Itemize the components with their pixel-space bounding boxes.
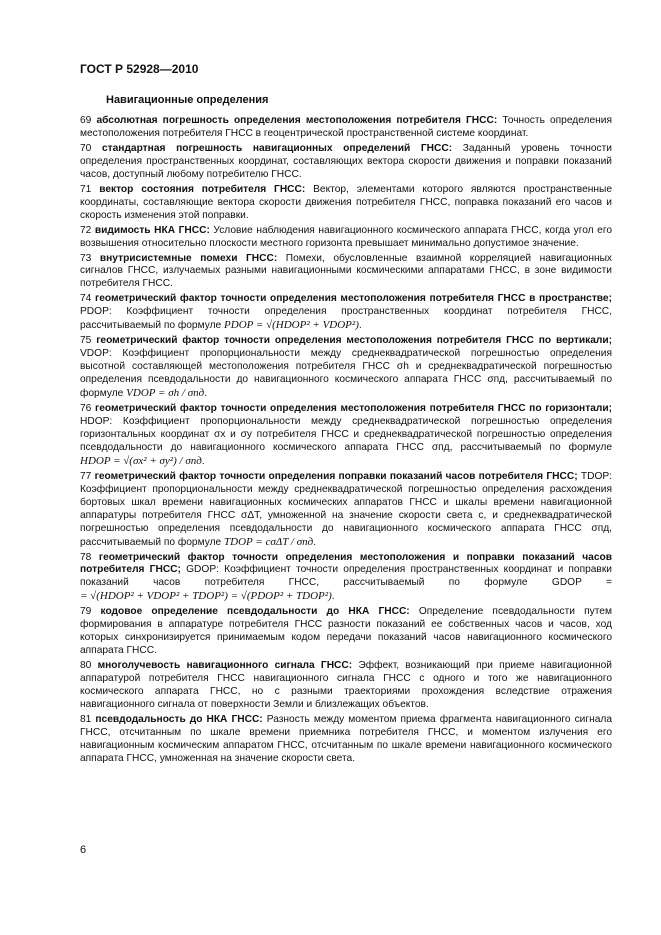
definition-entry	[80, 115, 612, 141]
gdop-formula: = √(HDOP² + VDOP² + TDOP²) = √(PDOP² + TDOP²)	[80, 590, 332, 603]
entry-term: видимость НКА ГНСС:	[94, 224, 210, 236]
entry-text: VDOP: Коэффициент пропорциональности между среднеквадратической погрешностью определения высотной составляющей местоположения потребителя ГНСС σh и среднеквадратической погрешностью определения псевдодальности до навигационного космического аппарата ГНСС σпд, рассчитываемый по формуле	[80, 348, 612, 400]
definition-entry	[80, 143, 612, 182]
entry-number: 77	[80, 470, 92, 482]
entry-text: Условие наблюдения навигационного космического аппарата ГНСС, когда угол его возвышения относительно плоскости местного горизонта превышает минимально допустимое значение.	[80, 224, 612, 249]
entry-number: 73	[80, 252, 92, 264]
definition-entry	[80, 660, 612, 712]
definition-entry: 75 геометрический фактор точности определения местоположения потребителя ГНСС по вертикали; VDOP: Коэффициент пропорциональности между среднеквадратической погрешностью определения высотной составляющей местоположения потребителя ГНСС σh и среднеквадратической погрешностью определения псевдодальности до навигационного космического аппарата ГНСС σпд, рассчитываемый по формуле VDOP = σh / σпд.	[80, 335, 612, 400]
entry-term: геометрический фактор точности определения местоположения потребителя ГНСС по горизонтали;	[94, 403, 612, 415]
definition-entry: 77 геометрический фактор точности определения поправки показаний часов потребителя ГНСС; TDOP: Коэффициент пропорциональности между среднеквадратической погрешностью определения расхождения бортовых шкал времени навигационных космических аппаратов ГНСС и шкалы времени навигационной аппаратуры потребителя ГНСС σΔT, умноженной на значение скорости света c, и среднеквадратической погрешностью определения псевдодальности до навигационного космического аппарата ГНСС σпд, рассчитываемый по формуле TDOP = cσΔT / σпд.	[80, 470, 612, 548]
tdop-formula: TDOP = cσΔT / σпд	[224, 535, 314, 548]
entry-number: 79	[80, 606, 92, 618]
entry-text: Точность определения местоположения потребителя ГНСС в геоцентрической пространственной системе координат.	[80, 115, 612, 139]
entry-number: 74	[80, 293, 92, 305]
entry-term: геометрический фактор точности определения местоположения потребителя ГНСС по вертикали;	[96, 335, 612, 347]
entry-number: 75	[80, 335, 92, 347]
entry-term: геометрический фактор точности определения местоположения и поправки показаний часов потребителя ГНСС;	[80, 551, 612, 576]
entry-term: кодовое определение псевдодальности до НКА ГНСС:	[100, 606, 410, 618]
entry-text: Разность между моментом приема фрагмента навигационного сигнала ГНСС, отсчитанным по шкале времени приемника потребителя ГНСС, и моментом излучения его навигационным космическим аппаратом ГНСС, отсчитанным по шкале времени навигационного космического аппарата ГНСС, умноженная на значение скорости света.	[80, 713, 612, 764]
entry-term: геометрический фактор точности определения поправки показаний часов потребителя ГНСС;	[94, 470, 578, 482]
entry-number: 72	[80, 224, 92, 236]
definition-entry	[80, 225, 612, 251]
entry-text: Эффект, возникающий при приеме навигационной аппаратурой потребителя ГНСС навигационного сигнала ГНСС с одного и того же навигационного космического аппарата ГНСС, но с разными траекториями прохождения вследствие отражения навигационного сигнала от поверхности Земли и близлежащих объектов.	[80, 660, 612, 710]
hdop-formula: HDOP = √(σx² + σy²) / σпд	[80, 454, 202, 467]
entry-text: Вектор, элементами которого являются пространственные координаты, составляющие вектора скорости движения потребителя ГНСС, поправка показаний его часов и скорость изменения этой поправки.	[80, 183, 612, 221]
entry-text: TDOP: Коэффициент пропорциональности между среднеквадратической погрешностью определения расхождения бортовых шкал времени навигационных космических аппаратов ГНСС и шкалы времени навигационной аппаратуры потребителя ГНСС σΔT, умноженной на значение скорости света c, и среднеквадратической погрешностью определения псевдодальности до навигационного космического аппарата ГНСС σпд, рассчитываемый по формуле	[80, 470, 612, 548]
entry-number: 71	[80, 183, 92, 195]
entry-number: 81	[80, 713, 92, 725]
entry-text: GDOP: Коэффициент точности определения пространственных координат и поправки показаний часов потребителя ГНСС, рассчитываемый по формуле GDOP =	[80, 564, 612, 589]
entry-number: 69	[80, 115, 92, 126]
entry-text: Помехи, обусловленные взаимной корреляцией навигационных сигналов ГНСС, излучаемых разными навигационными космическими аппаратами ГНСС, в зоне видимости потребителя ГНСС.	[80, 252, 612, 290]
entry-term: псевдодальность до НКА ГНСС:	[95, 713, 263, 725]
definition-entry	[80, 714, 612, 766]
entry-text: Заданный уровень точности определения пространственных координат, составляющих вектора скорости движения и поправки показаний часов, доступный любому потребителю ГНСС.	[80, 142, 612, 180]
definition-entry: 76 геометрический фактор точности определения местоположения потребителя ГНСС по горизонтали; HDOP: Коэффициент пропорциональности между среднеквадратической погрешностью определения горизонтальных координат σx и σy потребителя ГНСС и среднеквадратической погрешностью определения псевдодальности до навигационного космического аппарата ГНСС σпд, рассчитываемый по формуле HDOP = √(σx² + σy²) / σпд.	[80, 403, 612, 467]
entry-number: 78	[80, 551, 92, 563]
entry-number: 80	[80, 660, 92, 672]
entry-term: вектор состояния потребителя ГНСС:	[99, 183, 306, 195]
entry-number: 76	[80, 403, 92, 415]
definition-entry: 74 геометрический фактор точности определения местоположения потребителя ГНСС в пространстве; PDOP: Коэффициент точности определения пространственных координат потребителя ГНСС, рассчитываемый по формуле PDOP = √(HDOP² + VDOP²).	[80, 293, 612, 332]
entry-term: стандартная погрешность навигационных определений ГНСС:	[101, 142, 453, 154]
page-number: 6	[80, 844, 87, 856]
definitions-list	[80, 115, 612, 768]
vdop-formula: VDOP = σh / σпд	[126, 387, 205, 400]
entry-term: многолучевость навигационного сигнала ГНСС:	[97, 660, 353, 672]
definition-entry: 78 геометрический фактор точности определения местоположения и поправки показаний часов потребителя ГНСС; GDOP: Коэффициент точности определения пространственных координат и поправки показаний часов потребителя ГНСС, рассчитываемый по формуле GDOP = = √(HDOP² + VDOP² + TDOP²) = √(PDOP² + TDOP²).	[80, 551, 612, 603]
definition-entry	[80, 184, 612, 223]
entry-text: Определение псевдодальности путем формирования в аппаратуре потребителя ГНСС разности показаний ее собственных часов и часов, ход которых синхронизируется принимаемым кодом передачи показаний часов навигационного космического аппарата ГНСС.	[80, 606, 612, 657]
entry-text: HDOP: Коэффициент пропорциональности между среднеквадратической погрешностью определения горизонтальных координат σx и σy потребителя ГНСС и среднеквадратической погрешностью определения псевдодальности до навигационного космического аппарата ГНСС σпд, рассчитываемый по формуле	[80, 415, 612, 453]
document-header: ГОСТ Р 52928—2010	[80, 62, 199, 76]
entry-number: 70	[80, 142, 92, 154]
section-title: Навигационные определения	[106, 94, 269, 106]
entry-term: внутрисистемные помехи ГНСС:	[99, 252, 278, 264]
entry-term: абсолютная погрешность определения местоположения потребителя ГНСС:	[96, 115, 498, 126]
entry-text: PDOP: Коэффициент точности определения пространственных координат потребителя ГНСС, рассчитываемый по формуле	[80, 306, 612, 332]
pdop-formula: PDOP = √(HDOP² + VDOP²)	[224, 319, 359, 332]
definition-entry	[80, 606, 612, 658]
entry-term: геометрический фактор точности определения местоположения потребителя ГНСС в пространстве;	[94, 293, 612, 305]
definition-entry	[80, 253, 612, 292]
